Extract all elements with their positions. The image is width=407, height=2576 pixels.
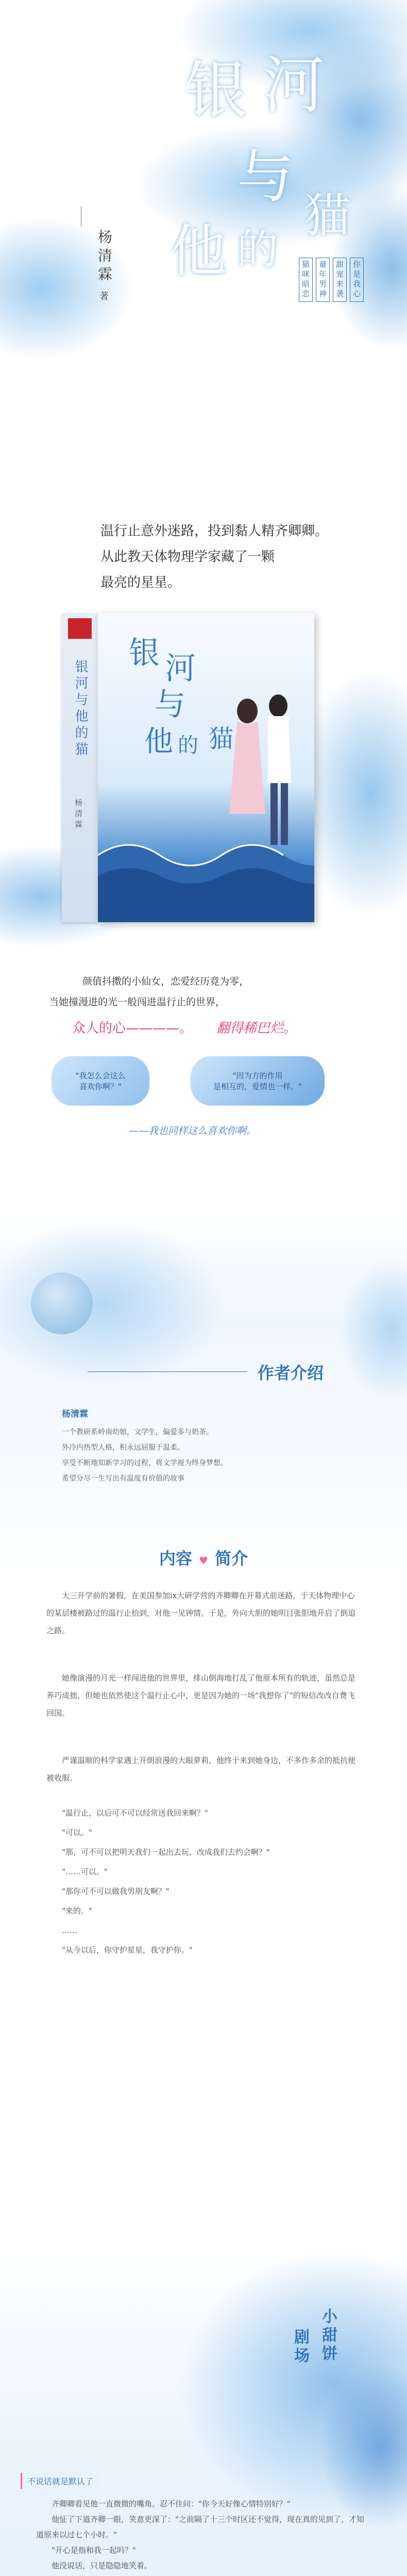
dialog-line: …… xyxy=(62,1926,77,1935)
spine-author: 杨清霖 xyxy=(74,799,83,831)
cover-title xyxy=(0,0,407,412)
quote-bubble-left xyxy=(52,1056,149,1106)
cover-title-char: 的 xyxy=(237,226,278,274)
cover-waves xyxy=(98,835,314,922)
scene-tag: 不说话就是默认了 xyxy=(21,2473,98,2489)
blurb-line: 当她撞漫进的光一般闯进温行止的世界， xyxy=(49,996,226,1008)
synopsis-paragraph: 她像演漫的月光一样闯进他的世界里，排山倒海地打乱了他原本所有的轨迹，虽然总是养巧成拙，但她也依然使这个温行止心中，更是因为她的一场"我想你了"的短信改改自费飞回国。 xyxy=(46,1673,356,1718)
cover-author xyxy=(73,229,135,302)
quote-bubble-right xyxy=(191,1056,325,1106)
book-cover xyxy=(98,613,314,922)
scene-line xyxy=(36,2573,371,2576)
intro-line: 温行止意外迷路，投到黏人精齐卿卿。 xyxy=(100,523,329,539)
book-spine xyxy=(62,613,98,922)
synopsis-heading-a: 内容 xyxy=(159,1549,192,1568)
cover-section xyxy=(0,0,407,412)
author-avatar xyxy=(31,1273,93,1334)
cover-tagline-line: 童年男神 xyxy=(316,258,330,302)
theater-heading xyxy=(289,2308,407,2366)
scene-line: 他没说话，只是隐隐地笑着。 xyxy=(52,2561,152,2570)
book-title-char: 他 xyxy=(144,725,173,758)
intro-line: 最亮的星星。 xyxy=(100,575,181,590)
book-title-char: 的 xyxy=(178,734,198,757)
author-bio-line: 享受不断地知新学习的过程，将文学视为终身梦想。 xyxy=(62,1459,228,1467)
book-title-char: 猫 xyxy=(209,724,234,753)
theater-heading-b: 剧场 xyxy=(291,2329,309,2366)
cover-title-char: 猫 xyxy=(304,189,350,243)
author-bio xyxy=(62,1425,371,1486)
blurb-line: 颜值抖擞的小仙女，恋爱经历竟为零， xyxy=(82,976,249,987)
synopsis-section xyxy=(0,1535,407,2282)
cover-tagline-line: 猫咪暗恋 xyxy=(299,258,313,302)
blurb-highlight-a: 众人的心————。 xyxy=(72,1021,193,1036)
cover-tagline xyxy=(299,258,407,302)
quote-bubble-right-line: 是相互的，爱情也一样。" xyxy=(213,1082,302,1091)
cover-author-suffix: 著 xyxy=(99,291,109,302)
synopsis-paragraph: 大三开学前的暑假，在美国参加ix大研学营的齐卿卿在开幕式前迷路，于天体物理中心的某层楼被路过的温行止拾到，对他一见钟情。于是，外向大胆的她明目张胆地开启了倒追之路。 xyxy=(46,1591,356,1635)
synopsis-paragraph: 严谨温顺的科学家遇上开朗浪漫的大眼萝莉，他终于来到她身边，不多作多余的抵抗便被收服。 xyxy=(46,1756,356,1783)
scene-line: "开心是指和我一起吗？" xyxy=(52,2546,136,2555)
cover-title-char: 银 xyxy=(185,55,247,127)
spine-title: 银河与他的猫 xyxy=(73,659,88,758)
cover-tagline-line: 你是我心 xyxy=(350,258,364,302)
cover-tagline-line: 甜宠来袭 xyxy=(333,258,347,302)
blurb-section xyxy=(0,958,407,1206)
author-bio-line: 一个教研系岭南幼娘，文学生，偏爱多与奶茶。 xyxy=(62,1428,213,1436)
cover-title-char: 他 xyxy=(170,218,227,284)
dialog-line: "从今以后，你守护星星，我守护你。" xyxy=(62,1945,193,1955)
quote-bubble-left-line: "我怎么会这么 xyxy=(75,1071,126,1080)
cover-title-char: 与 xyxy=(237,144,294,210)
scene-line: 他怔了下道齐卿一眼，笑意更深了："之前隔了十三个时区还不觉得，现在真的见到了，才知道原来以过七个小时。" xyxy=(36,2515,364,2539)
blurb-closing: ——我也同样这么喜欢你啊。 xyxy=(129,1125,257,1137)
synopsis-heading xyxy=(0,1546,407,1569)
publisher-logo xyxy=(68,618,92,639)
author-name: 杨清霖 xyxy=(62,1409,88,1419)
book-title-char: 河 xyxy=(165,651,196,687)
theater-heading-a: 小甜饼 xyxy=(319,2308,337,2364)
cover-title-char: 河 xyxy=(263,50,325,122)
author-bio-line: 希望分尽一生写出有温度有价值的故事 xyxy=(62,1475,184,1483)
synopsis-heading-b: 简介 xyxy=(215,1549,248,1568)
dialog-line: "来的。" xyxy=(62,1906,92,1916)
dialog-line: "温行止，以后可不可以经常送我回来啊？" xyxy=(62,1808,208,1818)
dialog-line: "那你可不可以做我男朋友啊？" xyxy=(62,1887,169,1896)
scene-line: 齐卿卿看见他一直微微的嘴角。忍不住问："你今天好像心情特别好？" xyxy=(52,2499,291,2509)
author-bio-line: 外冷内热型人格，积永远屈服于温柔。 xyxy=(62,1444,184,1452)
blurb-highlight-b: 翻得稀巴烂。 xyxy=(216,1021,297,1036)
synopsis-dialog xyxy=(62,1803,371,1960)
book-title-char: 银 xyxy=(129,635,160,671)
book-section xyxy=(0,577,407,948)
quote-bubble-right-line: "因为方的作用 xyxy=(232,1071,283,1080)
dialog-line: "可以。" xyxy=(62,1828,92,1837)
dialog-line: "……可以。" xyxy=(62,1867,108,1876)
intro-line: 从此教天体物理学家藏了一颗 xyxy=(100,549,275,565)
book-title-char: 与 xyxy=(155,687,185,723)
author-heading-rule xyxy=(88,1371,247,1372)
author-heading: 作者介绍 xyxy=(258,1363,324,1383)
scene-block xyxy=(36,2496,371,2576)
dialog-line: "那，可不可以把明天我们一起出去玩，改成我们去约会啊？" xyxy=(62,1848,270,1857)
theater-section xyxy=(0,2241,407,2576)
quote-bubble-left-line: 喜欢你啊？" xyxy=(79,1082,122,1091)
cover-author-name: 杨清霖 xyxy=(96,229,113,285)
heart-icon: ♥ xyxy=(199,1554,208,1567)
